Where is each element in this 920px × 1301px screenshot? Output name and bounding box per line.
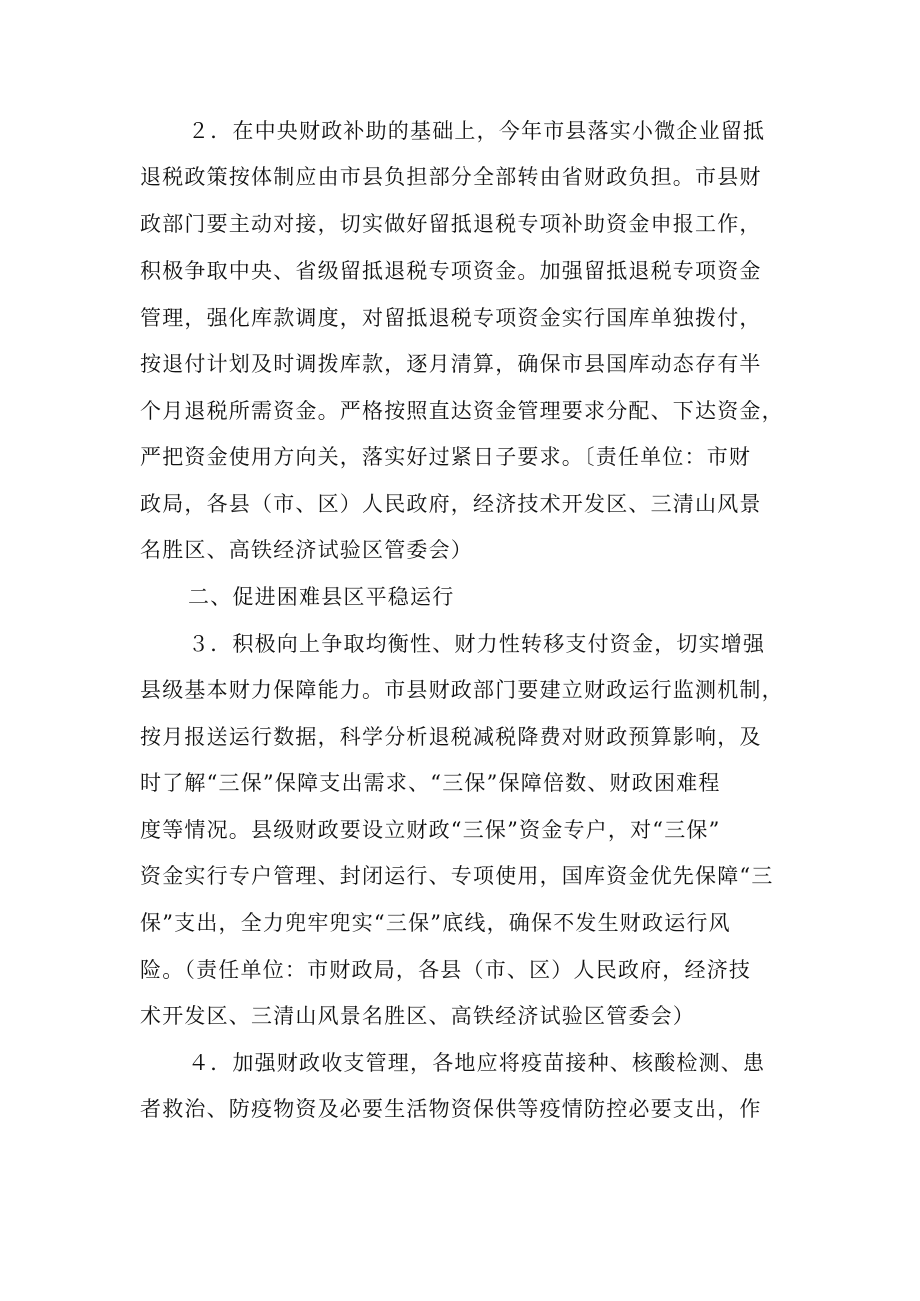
paragraph-4-line-2: 者救治、防疫物资及必要生活物资保供等疫情防控必要支出，作 <box>140 1097 762 1121</box>
paragraph-4-line-1: ４．加强财政收支管理，各地应将疫苗接种、核酸检测、患 <box>188 1051 766 1075</box>
paragraph-2-line-10: 名胜区、高铁经济试验区管委会） <box>140 538 473 562</box>
paragraph-3-line-6: 资金实行专户管理、封闭运行、专项使用，国库资金优先保障“三 <box>140 864 774 888</box>
paragraph-2-line-2: 退税政策按体制应由市县负担部分全部转由省财政负担。市县财 <box>140 165 762 189</box>
paragraph-2-line-3: 政部门要主动对接，切实做好留抵退税专项补助资金申报工作， <box>140 212 762 236</box>
paragraph-3-line-8: 险。（责任单位：市财政局，各县（市、区）人民政府，经济技 <box>140 958 752 982</box>
section-heading-2: 二、促进困难县区平稳运行 <box>188 585 455 609</box>
paragraph-3-line-4: 时了解“三保”保障支出需求、“三保”保障倍数、财政困难程 <box>140 771 721 795</box>
paragraph-3-line-5: 度等情况。县级财政要设立财政“三保”资金专户，对“三保” <box>140 818 721 842</box>
paragraph-2-line-1: ２．在中央财政补助的基础上，今年市县落实小微企业留抵 <box>188 119 766 143</box>
paragraph-2-line-8: 严把资金使用方向关，落实好过紧日子要求。〔责任单位：市财 <box>140 445 752 469</box>
paragraph-2-line-7: 个月退税所需资金。严格按照直达资金管理要求分配、下达资金， <box>140 399 784 423</box>
paragraph-2-line-9: 政局，各县（市、区）人民政府，经济技术开发区、三清山风景 <box>140 492 762 516</box>
paragraph-3-line-7: 保”支出，全力兜牢兜实“三保”底线，确保不发生财政运行风 <box>140 911 731 935</box>
paragraph-3-line-2: 县级基本财力保障能力。市县财政部门要建立财政运行监测机制， <box>140 678 784 702</box>
paragraph-2-line-4: 积极争取中央、省级留抵退税专项资金。加强留抵退税专项资金 <box>140 259 762 283</box>
paragraph-3-line-3: 按月报送运行数据，科学分析退税减税降费对财政预算影响，及 <box>140 725 762 749</box>
paragraph-3-line-9: 术开发区、三清山风景名胜区、高铁经济试验区管委会） <box>140 1004 695 1028</box>
paragraph-2-line-6: 按退付计划及时调拨库款，逐月清算，确保市县国库动态存有半 <box>140 352 762 376</box>
paragraph-2-line-5: 管理，强化库款调度，对留抵退税专项资金实行国库单独拨付， <box>140 306 762 330</box>
paragraph-3-line-1: ３．积极向上争取均衡性、财力性转移支付资金，切实增强 <box>188 632 766 656</box>
